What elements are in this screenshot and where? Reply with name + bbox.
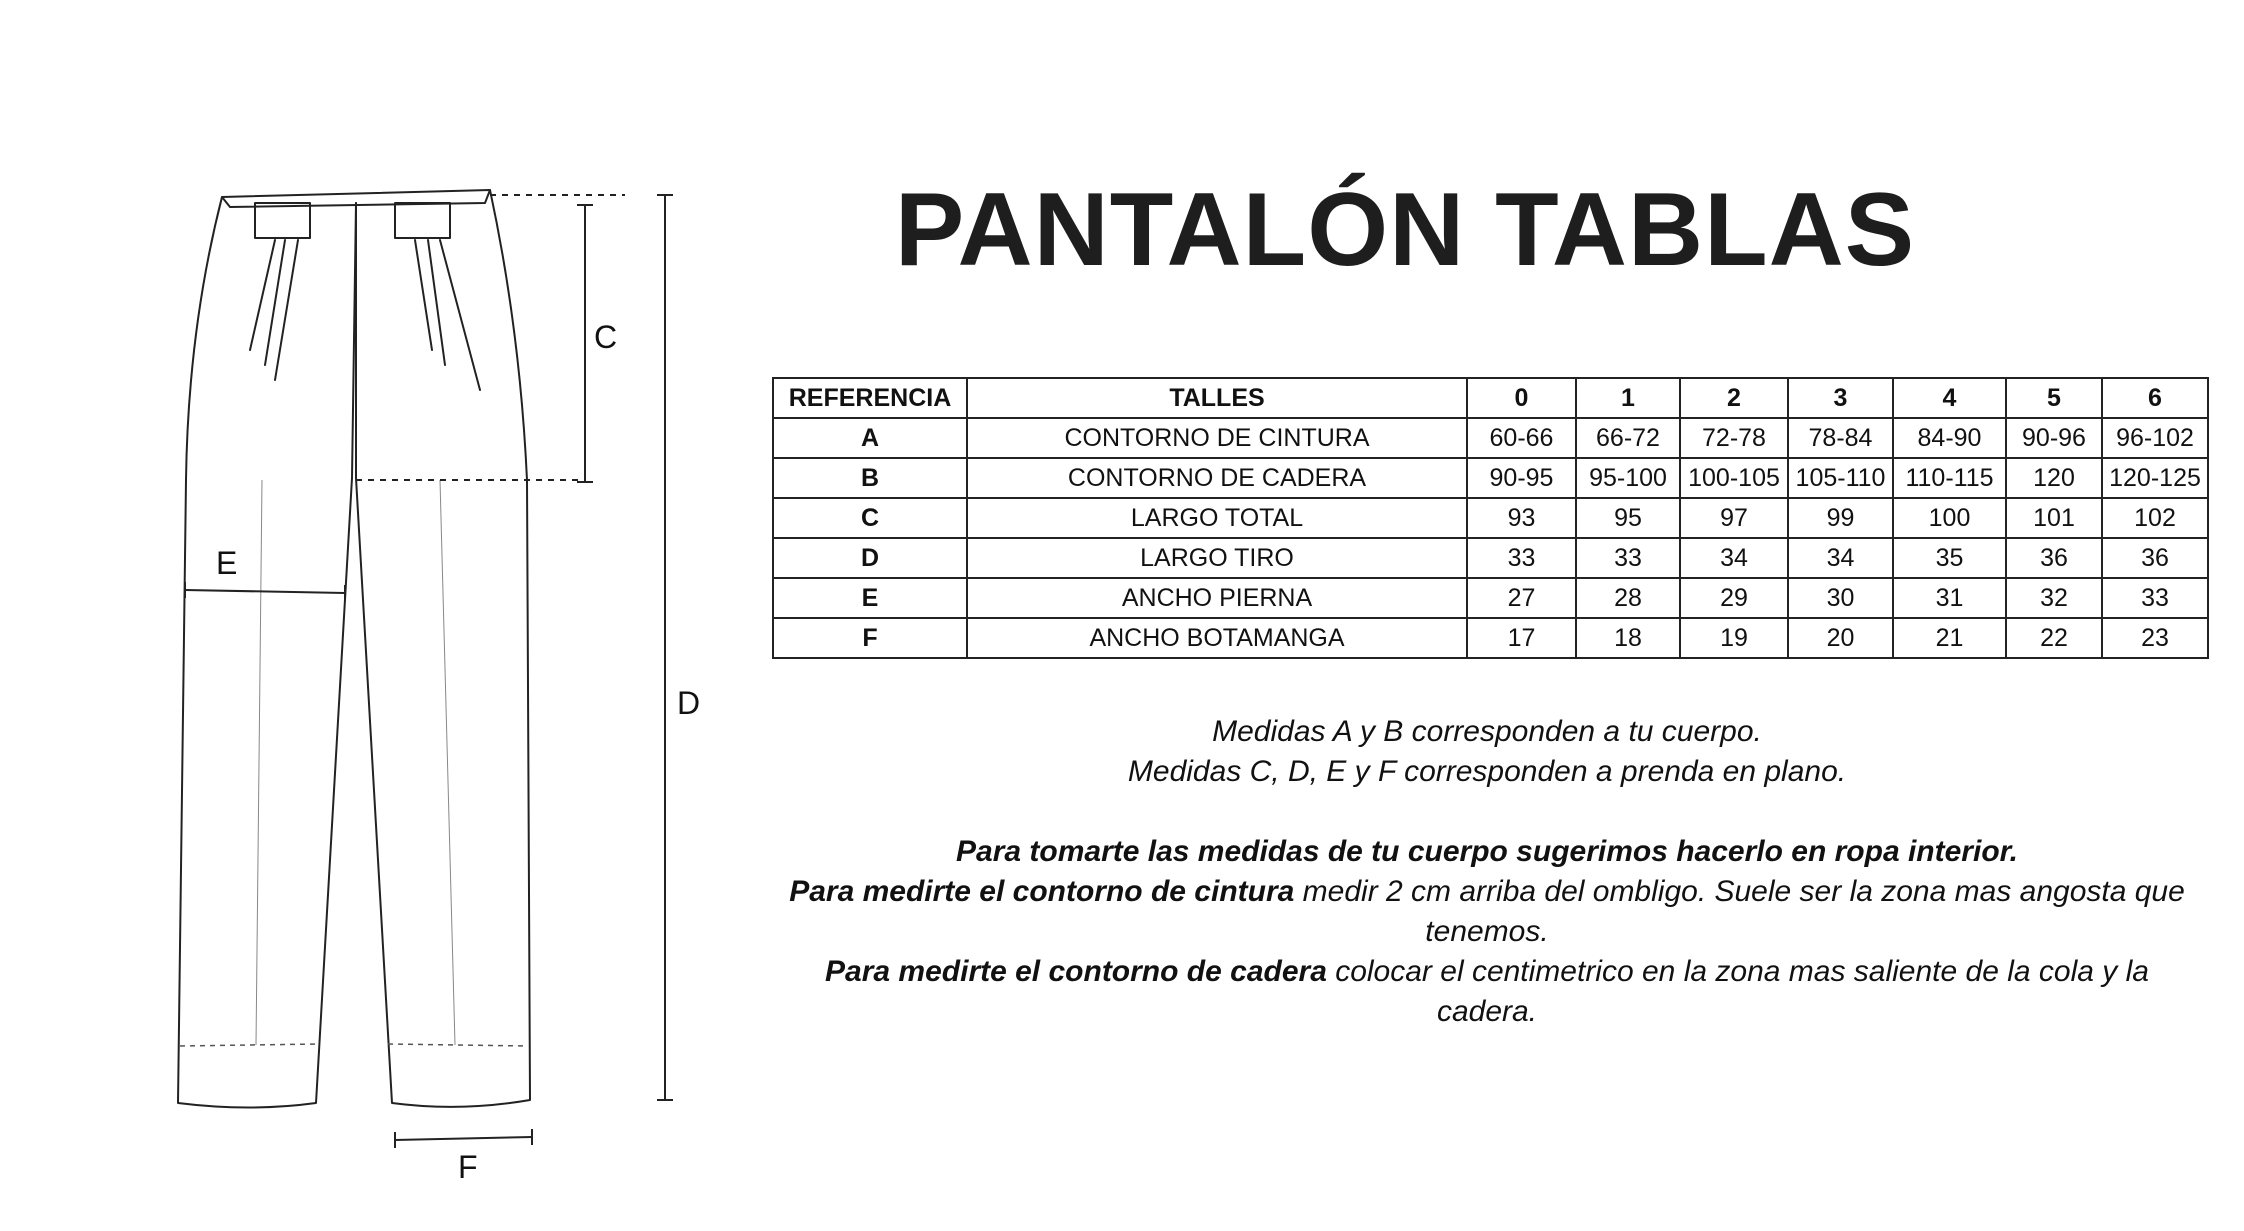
note-line: Medidas A y B corresponden a tu cuerpo. — [1212, 715, 1762, 748]
cell: 23 — [2102, 618, 2208, 658]
cell: 72-78 — [1680, 418, 1788, 458]
header-size-3: 3 — [1788, 378, 1893, 418]
note-text: colocar el centimetrico en la zona mas saliente de la cola y la cadera. — [1326, 955, 2149, 1028]
table-row — [773, 538, 2208, 578]
cell: 31 — [1893, 578, 2006, 618]
note-bold: Para medirte el contorno de cadera — [825, 955, 1327, 988]
cell: 21 — [1893, 618, 2006, 658]
cell: 95-100 — [1576, 458, 1680, 498]
cell: 28 — [1576, 578, 1680, 618]
note-line — [772, 872, 2202, 952]
cell: 100 — [1893, 498, 2006, 538]
cell: 102 — [2102, 498, 2208, 538]
header-referencia: REFERENCIA — [773, 378, 967, 418]
cell: 110-115 — [1893, 458, 2006, 498]
size-table — [772, 377, 2209, 659]
hem-left — [180, 1044, 320, 1046]
note-text: medir 2 cm arriba del ombligo. Suele ser la zona mas angosta que tenemos. — [1294, 875, 2185, 948]
row-name: CONTORNO DE CINTURA — [967, 418, 1467, 458]
cell: 27 — [1467, 578, 1576, 618]
table-row — [773, 578, 2208, 618]
cell: 33 — [2102, 578, 2208, 618]
cell: 97 — [1680, 498, 1788, 538]
cell: 35 — [1893, 538, 2006, 578]
header-size-2: 2 — [1680, 378, 1788, 418]
row-ref: A — [773, 418, 967, 458]
cell: 34 — [1788, 538, 1893, 578]
cell: 29 — [1680, 578, 1788, 618]
table-row — [773, 498, 2208, 538]
cell: 20 — [1788, 618, 1893, 658]
cell: 18 — [1576, 618, 1680, 658]
table-row — [773, 458, 2208, 498]
cell: 93 — [1467, 498, 1576, 538]
row-ref: C — [773, 498, 967, 538]
cell: 99 — [1788, 498, 1893, 538]
belt-loop-right — [395, 203, 450, 238]
header-size-6: 6 — [2102, 378, 2208, 418]
header-size-4: 4 — [1893, 378, 2006, 418]
hem-right — [388, 1044, 528, 1046]
crease-right — [440, 480, 455, 1045]
cell: 120-125 — [2102, 458, 2208, 498]
cell: 96-102 — [2102, 418, 2208, 458]
row-ref: B — [773, 458, 967, 498]
row-name: ANCHO BOTAMANGA — [967, 618, 1467, 658]
page-title: PANTALÓN TABLAS — [894, 172, 1916, 288]
cell: 101 — [2006, 498, 2102, 538]
table-header-row — [773, 378, 2208, 418]
cell: 100-105 — [1680, 458, 1788, 498]
cell: 33 — [1467, 538, 1576, 578]
table-row — [773, 418, 2208, 458]
cell: 84-90 — [1893, 418, 2006, 458]
label-d: D — [677, 685, 701, 721]
row-name: LARGO TOTAL — [967, 498, 1467, 538]
note-bold: Para medirte el contorno de cintura — [789, 875, 1295, 908]
row-name: LARGO TIRO — [967, 538, 1467, 578]
cell: 17 — [1467, 618, 1576, 658]
pants-right-leg — [356, 190, 530, 1107]
row-ref: F — [773, 618, 967, 658]
measure-e-line — [185, 590, 345, 593]
pleat — [265, 240, 285, 365]
cell: 33 — [1576, 538, 1680, 578]
header-size-5: 5 — [2006, 378, 2102, 418]
cell: 90-95 — [1467, 458, 1576, 498]
header-size-0: 0 — [1467, 378, 1576, 418]
cell: 19 — [1680, 618, 1788, 658]
note-line — [772, 832, 2202, 872]
label-c: C — [594, 319, 618, 355]
label-f: F — [458, 1149, 478, 1185]
cell: 78-84 — [1788, 418, 1893, 458]
cell: 90-96 — [2006, 418, 2102, 458]
row-name: CONTORNO DE CADERA — [967, 458, 1467, 498]
cell: 60-66 — [1467, 418, 1576, 458]
cell: 95 — [1576, 498, 1680, 538]
cell: 22 — [2006, 618, 2102, 658]
cell: 32 — [2006, 578, 2102, 618]
pants-left-leg — [178, 197, 356, 1108]
label-e: E — [216, 545, 238, 581]
measure-f-line — [395, 1137, 532, 1140]
note-bold: Para tomarte las medidas de tu cuerpo sugerimos hacerlo en ropa interior. — [956, 835, 2018, 868]
row-ref: D — [773, 538, 967, 578]
pleat — [275, 240, 298, 380]
cell: 36 — [2006, 538, 2102, 578]
row-ref: E — [773, 578, 967, 618]
header-size-1: 1 — [1576, 378, 1680, 418]
pleat — [440, 240, 480, 390]
cell: 105-110 — [1788, 458, 1893, 498]
belt-loop-left — [255, 203, 310, 238]
cell: 34 — [1680, 538, 1788, 578]
cell: 66-72 — [1576, 418, 1680, 458]
cell: 36 — [2102, 538, 2208, 578]
pleat — [250, 240, 275, 350]
cell: 30 — [1788, 578, 1893, 618]
row-name: ANCHO PIERNA — [967, 578, 1467, 618]
cell: 120 — [2006, 458, 2102, 498]
note-line: Medidas C, D, E y F corresponden a prenda en plano. — [1127, 755, 1847, 788]
header-talles: TALLES — [967, 378, 1467, 418]
note-line — [772, 952, 2202, 1032]
crease-left — [256, 480, 262, 1045]
table-row — [773, 618, 2208, 658]
measurement-notes — [772, 712, 2202, 1032]
